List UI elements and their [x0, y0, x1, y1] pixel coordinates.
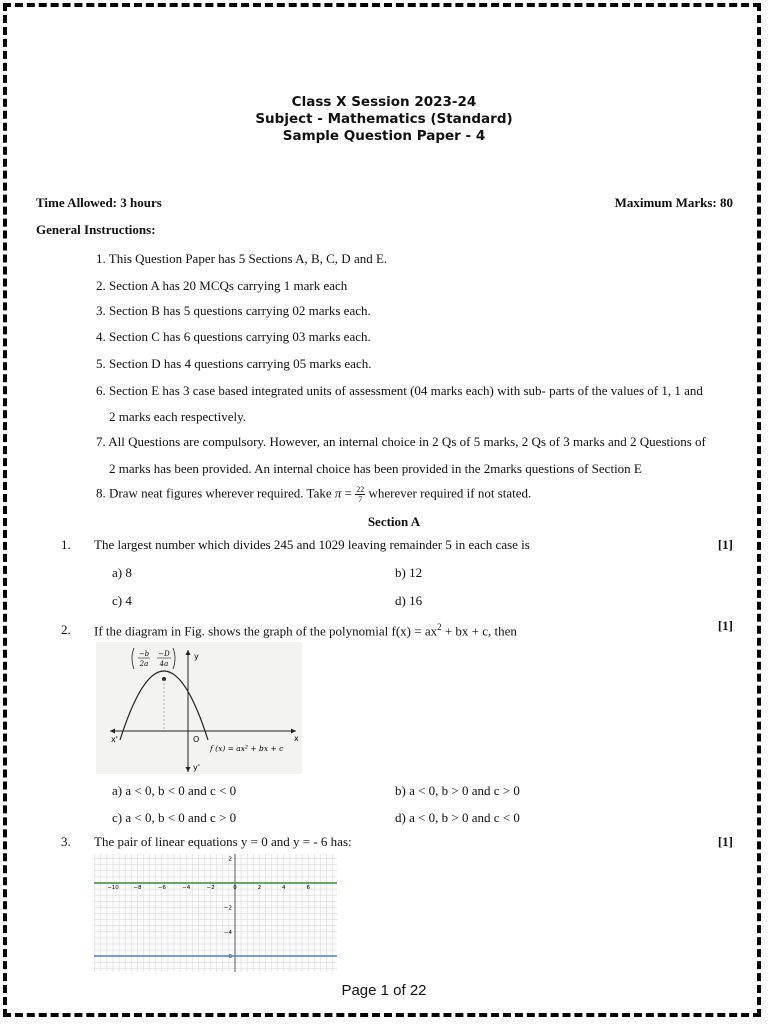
- section-a-heading: Section A: [367, 514, 421, 529]
- question-text: The pair of linear equations y = 0 and y = - 6 has:: [94, 834, 352, 849]
- origin-label: O: [193, 735, 200, 744]
- question-marks: [1]: [717, 834, 733, 849]
- option-b[interactable]: b) a < 0, b > 0 and c > 0: [395, 783, 520, 798]
- fraction-denominator: 7: [358, 495, 363, 504]
- question-marks: [1]: [717, 537, 733, 552]
- option-c[interactable]: c) 4: [112, 593, 132, 608]
- question-number: 2.: [61, 622, 71, 637]
- question-number: 1.: [61, 537, 71, 552]
- parabola-figure: [96, 642, 302, 774]
- instruction-item: 3. Section B has 5 questions carrying 02 marks each.: [96, 303, 371, 318]
- function-label: f (x) = ax² + bx + c: [210, 744, 284, 753]
- instruction-item: 4. Section C has 6 questions carrying 03 marks each.: [96, 329, 371, 344]
- instruction-item: 7. All Questions are compulsory. However, an internal choice in 2 Qs of 5 marks, 2 Qs of 3 marks and 2 Questions of: [96, 434, 706, 449]
- x-tick-label: −4: [182, 885, 191, 891]
- x-tick-label: −8: [133, 885, 142, 891]
- question-text: The largest number which divides 245 and 1029 leaving remainder 5 in each case is: [94, 537, 530, 552]
- instruction-item: 6. Section E has 3 case based integrated units of assessment (04 marks each) with sub- parts of the values of 1, 1 and: [96, 383, 703, 398]
- y-tick-label: −6: [223, 954, 232, 961]
- x-tick-label: 2: [257, 885, 262, 891]
- option-c[interactable]: c) a < 0, b < 0 and c > 0: [112, 810, 237, 825]
- vertex-x-numerator: −b: [138, 650, 150, 658]
- option-d[interactable]: d) 16: [395, 593, 423, 608]
- instruction-item: 5. Section D has 4 questions carrying 05 marks each.: [96, 356, 372, 371]
- equals-sign: =: [341, 485, 356, 501]
- x-tick-label: 6: [306, 885, 310, 891]
- figure-background: [96, 642, 302, 774]
- question-number: 3.: [61, 834, 71, 849]
- graph-background: [94, 854, 337, 972]
- instruction-item-continued: 2 marks each respectively.: [109, 409, 247, 424]
- instruction-item: 1. This Question Paper has 5 Sections A, B, C, D and E.: [96, 251, 388, 266]
- instruction-8-text-end: wherever required if not stated.: [365, 485, 532, 501]
- option-a[interactable]: a) 8: [112, 565, 132, 580]
- instruction-item-continued: 2 marks has been provided. An internal choice has been provided in the 2marks questions of Section E: [109, 461, 642, 476]
- y-axis-label: y: [194, 652, 199, 661]
- page-number-footer: Page 1 of 22: [341, 982, 427, 999]
- x-tick-label: 4: [282, 885, 286, 891]
- x-tick-label: −6: [157, 885, 166, 891]
- y-tick-label: 2: [228, 856, 232, 863]
- paper-title: Sample Question Paper - 4: [282, 128, 486, 144]
- subject-title: Subject - Mathematics (Standard): [255, 111, 513, 127]
- instruction-item-8: [96, 485, 531, 504]
- instruction-8-text: 8. Draw neat figures wherever required. Take: [96, 485, 335, 501]
- vertex-y-denominator: 4a: [159, 660, 169, 668]
- question-text-end: + bx + c, then: [441, 623, 517, 639]
- x-tick-label: 0: [233, 885, 237, 891]
- question-text-start: If the diagram in Fig. shows the graph of the polynomial f(x) = ax: [94, 623, 438, 639]
- x-tick-label: −10: [107, 885, 119, 891]
- question-marks: [1]: [717, 618, 733, 633]
- time-allowed: Time Allowed: 3 hours: [36, 195, 162, 210]
- x-axis-label: x: [294, 734, 299, 743]
- option-d[interactable]: d) a < 0, b > 0 and c < 0: [395, 810, 520, 825]
- pi-symbol: π: [334, 485, 342, 501]
- maximum-marks: Maximum Marks: 80: [614, 195, 733, 210]
- x-prime-label: x': [111, 735, 118, 744]
- y-tick-label: −4: [223, 929, 232, 936]
- class-session-title: Class X Session 2023-24: [291, 94, 477, 110]
- vertex-x-denominator: 2a: [139, 660, 149, 668]
- instruction-item: 2. Section A has 20 MCQs carrying 1 mark each: [96, 278, 348, 293]
- y-tick-label: −2: [223, 905, 232, 912]
- option-b[interactable]: b) 12: [395, 565, 423, 580]
- vertex-y-numerator: −D: [158, 650, 170, 658]
- fraction-22-over-7: [355, 485, 365, 504]
- exponent: 2: [437, 622, 442, 632]
- option-a[interactable]: a) a < 0, b < 0 and c < 0: [112, 783, 237, 798]
- general-instructions-heading: General Instructions:: [36, 222, 156, 237]
- x-tick-label: −2: [206, 885, 215, 891]
- y-prime-label: y': [193, 763, 200, 772]
- linear-equations-graph: [94, 854, 337, 972]
- fraction-numerator: 22: [356, 485, 365, 494]
- question-text: [94, 622, 517, 639]
